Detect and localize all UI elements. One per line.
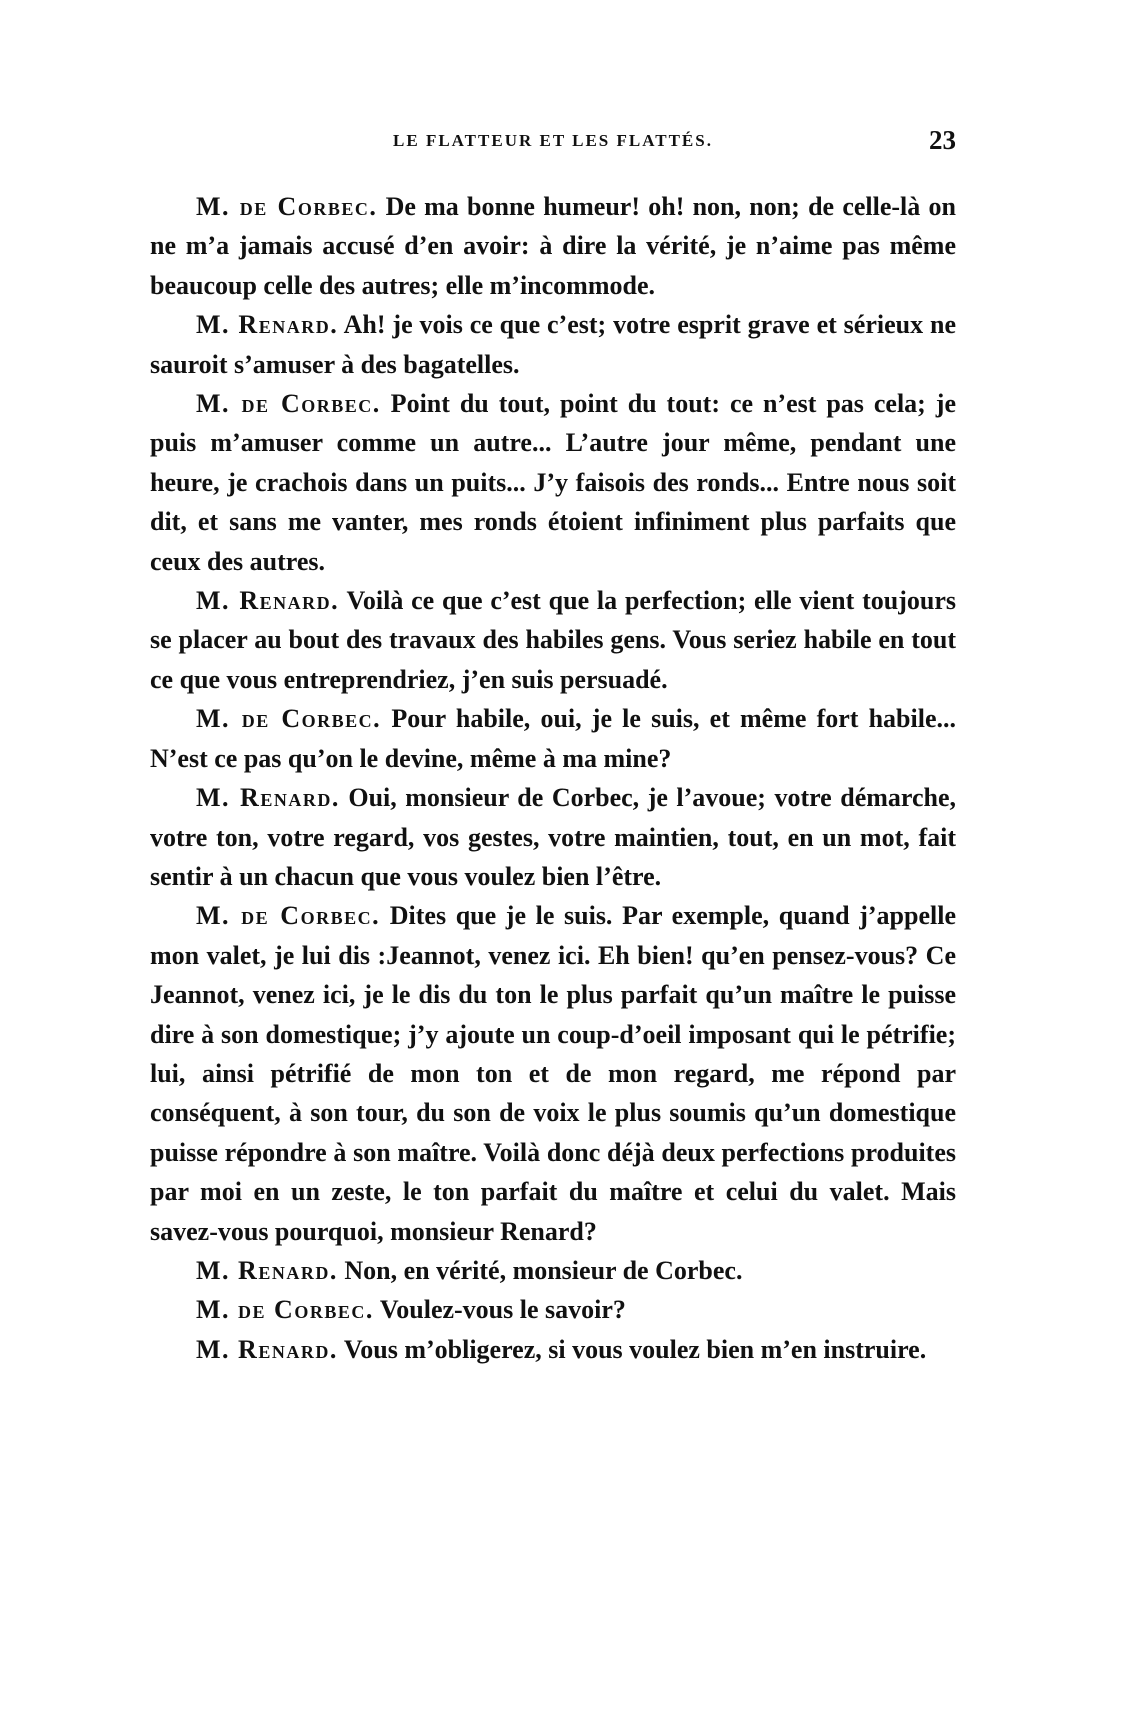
running-header xyxy=(150,125,956,165)
dialogue-paragraph xyxy=(150,305,956,384)
dialogue-paragraph xyxy=(150,1251,956,1290)
speech-text: Dites que je le suis. Par exemple, quand j’appelle mon valet, je lui dis :Jeannot, venez ici. Eh bien! qu’en pensez-vous? Ce Jeannot, venez ici, je le dis du ton le plus parfait qu’un maître le puisse dire à son domestique; j’y ajoute un coup-d’oeil imposant qui le pétrifie; lui, ainsi pétrifié de mon ton et de mon regard, me répond par conséquent, à son tour, du son de voix le plus soumis qu’un domestique puisse répondre à son maître. Voilà donc déjà deux perfections produites par moi en un zeste, le ton parfait du maître et celui du valet. Mais savez-vous pourquoi, monsieur Renard? xyxy=(150,901,956,1246)
speaker-name: M. Renard. xyxy=(196,1255,338,1285)
dialogue-paragraph xyxy=(150,581,956,699)
book-page xyxy=(150,125,956,1369)
dialogue-paragraph xyxy=(150,699,956,778)
speech-text: Voulez-vous le savoir? xyxy=(373,1295,626,1325)
speaker-name: M. de Corbec. xyxy=(196,901,381,931)
speech-text: Pour habile, oui, je le suis, et même fort habile... N’est ce pas qu’on le devine, même à ma mine? xyxy=(150,704,956,773)
speech-text: Voilà ce que c’est que la perfection; elle vient toujours se placer au bout des travaux des habiles gens. Vous seriez habile en tout ce que vous entreprendriez, j’en suis persuadé. xyxy=(150,586,956,694)
speech-text: Non, en vérité, monsieur de Corbec. xyxy=(337,1255,743,1285)
dialogue-paragraph xyxy=(150,384,956,581)
speaker-name: M. de Corbec. xyxy=(196,1295,374,1325)
page-number: 23 xyxy=(929,125,956,155)
running-title: LE FLATTEUR ET LES FLATTÉS. xyxy=(393,131,713,150)
dialogue-text xyxy=(150,187,956,1369)
speech-text: De ma bonne humeur! oh! non, non; de celle-là on ne m’a jamais accusé d’en avoir: à dire la vérité, je n’aime pas même beaucoup celle des autres; elle m’incommode. xyxy=(150,192,956,300)
speech-text: Vous m’obligerez, si vous voulez bien m’en instruire. xyxy=(337,1334,927,1364)
speaker-name: M. de Corbec. xyxy=(196,704,382,734)
speaker-name: M. Renard. xyxy=(196,783,340,813)
speaker-name: M. Renard. xyxy=(196,586,340,616)
speech-text: Ah! je vois ce que c’est; votre esprit grave et sérieux ne sauroit s’amuser à des bagatelles. xyxy=(150,310,956,379)
dialogue-paragraph xyxy=(150,778,956,896)
dialogue-paragraph xyxy=(150,896,956,1251)
speech-text: Oui, monsieur de Corbec, je l’avoue; votre démarche, votre ton, votre regard, vos gestes, votre maintien, tout, en un mot, fait sentir à un chacun que vous voulez bien l’être. xyxy=(150,783,956,891)
speaker-name: M. de Corbec. xyxy=(196,192,378,221)
dialogue-paragraph xyxy=(150,1330,956,1369)
dialogue-paragraph xyxy=(150,187,956,305)
speaker-name: M. Renard. xyxy=(196,310,339,340)
dialogue-paragraph xyxy=(150,1290,956,1329)
speaker-name: M. Renard. xyxy=(196,1334,338,1364)
speech-text: Point du tout, point du tout: ce n’est pas cela; je puis m’amuser comme un autre... L’autre jour même, pendant une heure, je crachois dans un puits... J’y faisois des ronds... Entre nous soit dit, et sans me vanter, mes ronds étoient infiniment plus parfaits que ceux des autres. xyxy=(150,389,956,576)
speaker-name: M. de Corbec. xyxy=(196,389,381,419)
